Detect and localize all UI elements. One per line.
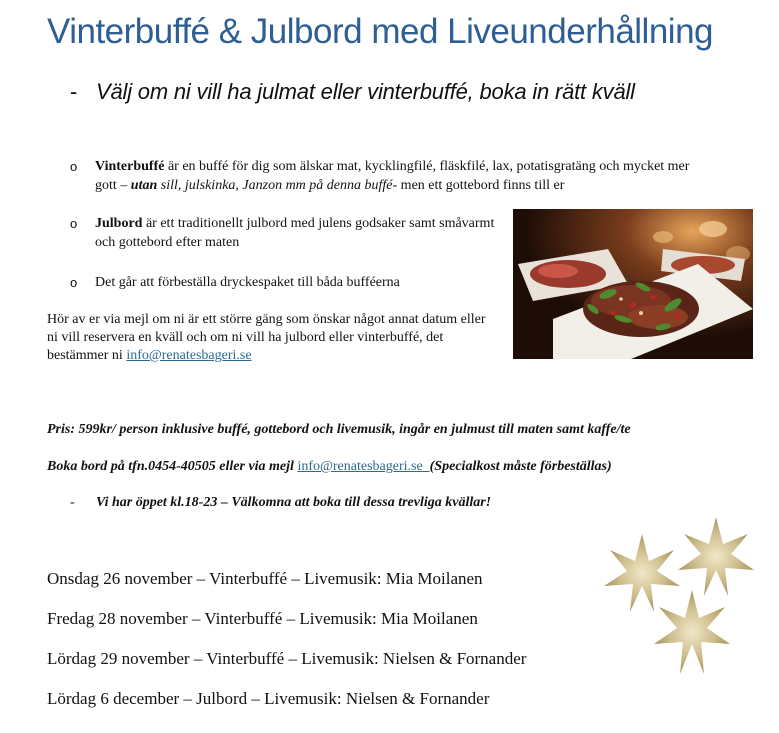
booking-gap (423, 459, 430, 474)
event-item: Lördag 6 december – Julbord – Livemusik: Nielsen & Fornander (47, 689, 490, 708)
subtitle-text: Välj om ni vill ha julmat eller vinterbuffé, boka in rätt kväll (96, 79, 635, 104)
contact-paragraph (47, 311, 487, 365)
booking-info (47, 459, 612, 475)
star-icon (654, 590, 730, 674)
event-item: Fredag 28 november – Vinterbuffé – Livemusik: Mia Moilanen (47, 609, 478, 628)
event-item: Onsdag 26 november – Vinterbuffé – Livemusik: Mia Moilanen (47, 569, 483, 588)
bullet-text: är en buffé för dig som älskar mat, kycklingfilé, fläskfilé, lax, potatisgratäng och mycket mer gott – (95, 159, 690, 193)
price-info: Pris: 599kr/ person inklusive buffé, gottebord och livemusik, ingår en julmust till maten samt kaffe/te (47, 422, 631, 437)
event-item: Lördag 29 november – Vinterbuffé – Livemusik: Nielsen & Fornander (47, 649, 527, 668)
star-icon (678, 517, 754, 596)
opening-dash: - (70, 495, 75, 510)
bullet-dryckespaket (70, 273, 500, 292)
gold-stars-decoration (596, 512, 766, 682)
bullet-marker: o (70, 216, 78, 231)
bullet-text: är ett traditionellt julbord med julens godsaker samt småvarmt och gottebord efter maten (95, 216, 495, 250)
booking-note: (Specialkost måste förbeställas) (429, 459, 612, 474)
opening-hours (70, 495, 491, 511)
bullet-text-end: - men ett gottebord finns till er (392, 178, 565, 193)
buffet-food-photo (513, 209, 753, 359)
email-link[interactable]: info@renatesbageri.se (126, 348, 252, 363)
subtitle (70, 79, 635, 105)
page-title: Vinterbuffé & Julbord med Liveunderhållning (47, 12, 714, 51)
opening-text: Vi har öppet kl.18-23 – Välkomna att boka till dessa trevliga kvällar! (96, 495, 492, 510)
contact-text: Hör av er via mejl om ni är ett större gäng som önskar något annat datum eller ni vill reservera en kväll och om ni vill ha julbord eller vinterbuffé, det bestämmer ni (47, 312, 486, 363)
bullet-marker: o (70, 275, 78, 290)
subtitle-dash: - (70, 79, 78, 104)
bullet-bold: Julbord (95, 216, 143, 231)
bullet-julbord (70, 214, 500, 252)
bullet-vinterbuffe (70, 157, 710, 195)
bullet-text: Det går att förbeställa dryckespaket till båda bufféerna (95, 275, 400, 290)
bullet-italic: sill, julskinka, Janzon mm på denna buffé (157, 178, 393, 193)
star-icon (604, 534, 680, 612)
bullet-bold: Vinterbuffé (95, 159, 165, 174)
booking-text: Boka bord på tfn.0454-40505 eller via mejl (47, 459, 298, 474)
booking-email-link[interactable]: info@renatesbageri.se (297, 459, 423, 474)
bullet-marker: o (70, 159, 78, 174)
bullet-emphasis: utan (130, 178, 158, 193)
